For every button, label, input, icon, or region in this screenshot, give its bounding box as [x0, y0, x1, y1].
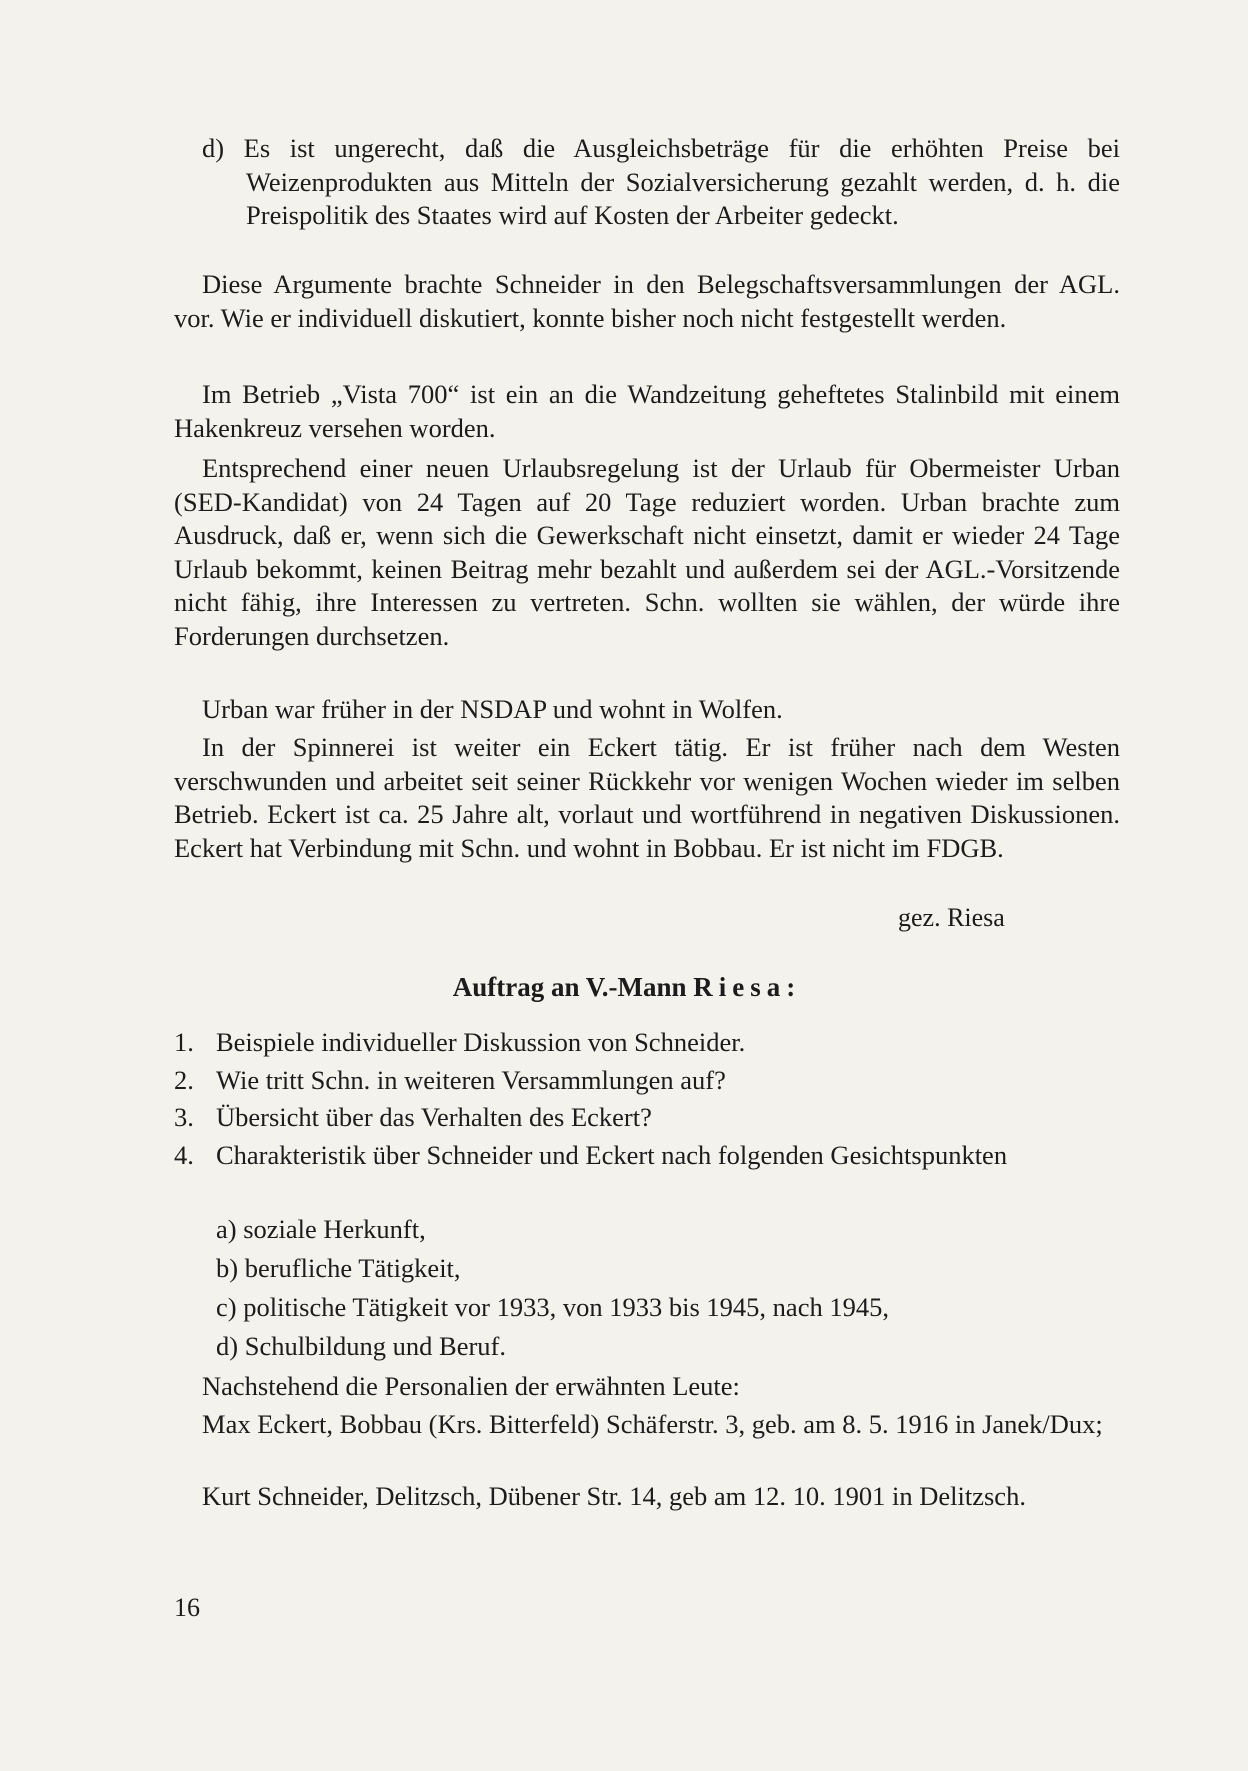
subitem-c: c) politische Tätigkeit vor 1933, von 1933 bis 1945, nach 1945, [216, 1292, 889, 1322]
heading-name: Riesa [693, 972, 787, 1002]
page-number: 16 [174, 1593, 200, 1622]
list-item [174, 1026, 1120, 1060]
item-d-paragraph: d) Es ist ungerecht, daß die Ausgleichsbeträge für die erhöhten Preise bei Weizenprodukten aus Mitteln der Sozialversicherung gezahlt werden, d. h. die Preispolitik des Staates wird auf Kosten der Arbeiter gedeckt. [202, 133, 1120, 230]
paragraph-vista: Im Betrieb „Vista 700“ ist ein an die Wandzeitung geheftetes Stalinbild mit einem Hakenkreuz versehen worden. [174, 379, 1120, 443]
list-item [174, 1101, 1120, 1135]
list-number: 2. [174, 1064, 194, 1095]
list-text: Wie tritt Schn. in weiteren Versammlungen auf? [216, 1064, 726, 1095]
personalien-schneider: Kurt Schneider, Delitzsch, Dübener Str. 14, geb am 12. 10. 1901 in Delitzsch. [202, 1481, 1026, 1511]
heading-suffix: : [786, 972, 796, 1002]
list-number: 3. [174, 1102, 194, 1132]
list-item [174, 1139, 1120, 1173]
list-number: 1. [174, 1027, 194, 1057]
task-list [174, 1026, 1120, 1172]
subitem-d: d) Schulbildung und Beruf. [216, 1331, 506, 1361]
list-text: Charakteristik über Schneider und Eckert nach folgenden Gesichtspunkten [216, 1139, 1008, 1170]
list-number: 4. [174, 1139, 194, 1170]
subitem-a: a) soziale Herkunft, [216, 1214, 426, 1244]
personalien-intro: Nachstehend die Personalien der erwähnten Leute: [202, 1371, 740, 1401]
list-text: Beispiele individueller Diskussion von Schneider. [216, 1027, 746, 1057]
list-text: Übersicht über das Verhalten des Eckert? [216, 1102, 652, 1132]
subitem-b: b) berufliche Tätigkeit, [216, 1253, 461, 1283]
signature: gez. Riesa [898, 903, 1005, 932]
personalien-eckert: Max Eckert, Bobbau (Krs. Bitterfeld) Schäferstr. 3, geb. am 8. 5. 1916 in Janek/Dux; [202, 1409, 1103, 1439]
paragraph-argumente: Diese Argumente brachte Schneider in den Belegschaftsversammlungen der AGL. vor. Wie er individuell diskutiert, konnte bisher noch nicht festgestellt werden. [174, 269, 1120, 333]
paragraph-eckert: In der Spinnerei ist weiter ein Eckert tätig. Er ist früher nach dem Westen verschwunden und arbeitet seit seiner Rückkehr vor wenigen Wochen wieder im selben Betrieb. Eckert ist ca. 25 Jahre alt, vorlaut und wortführend in negativen Diskussionen. Eckert hat Verbindung mit Schn. und wohnt in Bobbau. Er ist nicht im FDGB. [174, 732, 1120, 863]
paragraph-nsdap: Urban war früher in der NSDAP und wohnt in Wolfen. [202, 694, 783, 724]
list-item [174, 1064, 1120, 1098]
section-heading [0, 972, 1248, 1003]
paragraph-urban: Entsprechend einer neuen Urlaubsregelung ist der Urlaub für Obermeister Urban (SED-Kandidat) von 24 Tagen auf 20 Tage reduziert worden. Urban brachte zum Ausdruck, daß er, wenn sich die Gewerkschaft nicht einsetzt, damit er wieder 24 Tage Urlaub bekommt, keinen Beitrag mehr bezahlt und außerdem sei der AGL.-Vorsitzende nicht fähig, ihre Interessen zu vertreten. Schn. wollten sie wählen, der würde ihre Forderungen durchsetzen. [174, 453, 1120, 651]
heading-prefix: Auftrag an V.-Mann [452, 972, 687, 1002]
